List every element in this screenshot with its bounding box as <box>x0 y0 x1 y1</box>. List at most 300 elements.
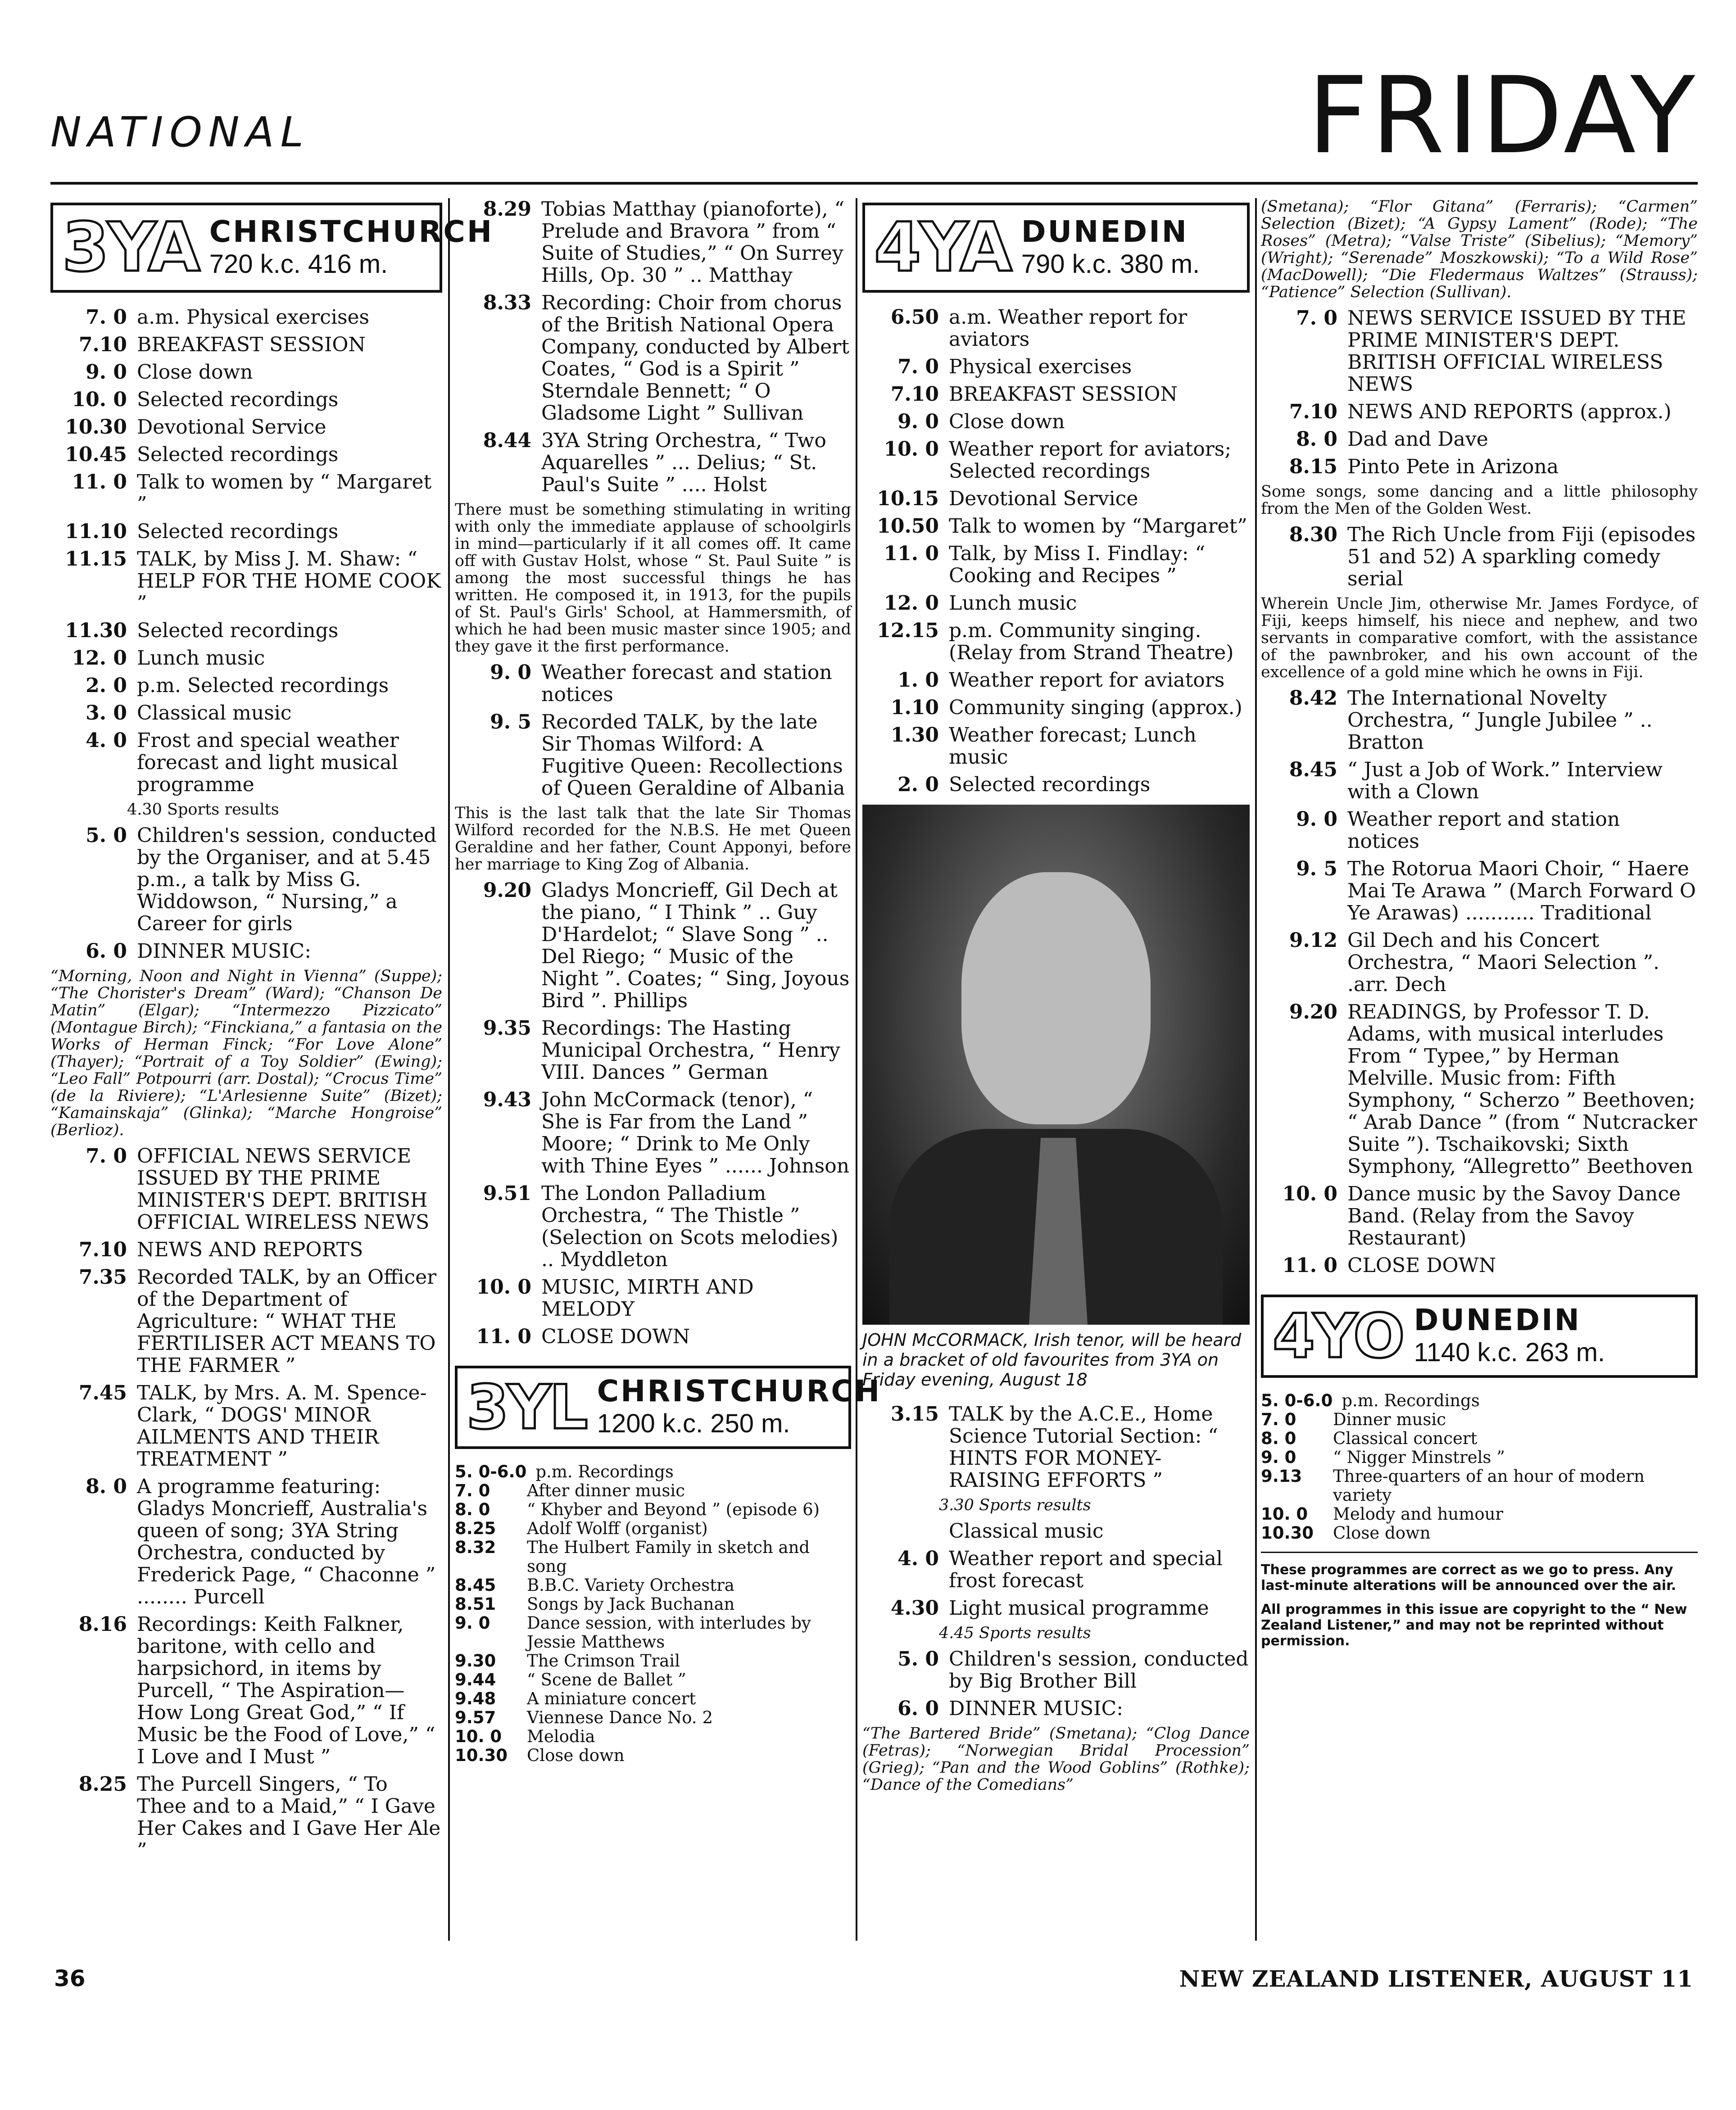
programme-time: 9.13 <box>1261 1467 1302 1486</box>
programme-item <box>50 824 442 935</box>
programme-time: 8. 0 <box>1261 1429 1296 1448</box>
programme-item <box>455 1089 851 1177</box>
column-3ya-cont <box>455 198 882 1765</box>
programme-title: CLOSE DOWN <box>1347 1254 1496 1277</box>
programme-list <box>862 1548 1250 1619</box>
programme-time: 8. 0 <box>86 1475 127 1498</box>
station-logo: 3YA <box>62 208 199 287</box>
programme-title: Selected recordings <box>949 773 1151 796</box>
programme-item <box>455 1708 851 1727</box>
programme-time: 10.15 <box>877 487 939 510</box>
programme-title: After dinner music <box>527 1481 685 1500</box>
programme-time: 8. 0 <box>1296 428 1337 451</box>
programme-title: Gladys Moncrieff, Gil Dech at the piano, “ I Think ” .. Guy D'Hardelot; “ Slave Song ” .. Del Riego; “ Music of the Night ”. Coates; “ Sing, Joyous Bird ”. Phillips <box>541 879 850 1012</box>
programme-item <box>50 521 442 543</box>
programme-time: 10. 0 <box>884 438 939 461</box>
day-heading: FRIDAY <box>1307 54 1698 177</box>
programme-title: TALK, by Miss J. M. Shaw: “ HELP FOR THE HOME COOK ” <box>137 548 441 615</box>
programme-item <box>50 620 442 642</box>
programme-title: Close down <box>137 361 253 384</box>
programme-item <box>862 592 1250 614</box>
programme-item <box>862 1548 1250 1592</box>
programme-title: Talk to women by “Margaret” <box>949 515 1247 538</box>
programme-list <box>455 879 851 1348</box>
programme-item <box>862 488 1250 510</box>
programme-title: Lunch music <box>137 647 265 670</box>
programme-list-3yl <box>455 1463 851 1765</box>
programme-title: BREAKFAST SESSION <box>949 383 1178 406</box>
programme-item <box>1261 759 1698 803</box>
column-4ya <box>862 198 1250 1800</box>
programme-title: Close down <box>1333 1523 1431 1543</box>
programme-title: Physical exercises <box>949 355 1132 378</box>
programme-time: 10.30 <box>1261 1523 1314 1543</box>
programme-time: 11. 0 <box>72 471 127 494</box>
programme-title: Children's session, conducted by Big Brother Bill <box>949 1648 1249 1693</box>
programme-time: 7.10 <box>890 383 939 406</box>
programme-time: 9.20 <box>1289 1001 1337 1023</box>
programme-time: 2. 0 <box>86 674 127 697</box>
programme-item <box>455 1595 851 1614</box>
programme-item <box>455 1326 851 1348</box>
programme-time: 9. 5 <box>490 711 531 734</box>
programme-title: p.m. Selected recordings <box>137 674 389 697</box>
programme-title: 3YA String Orchestra, “ Two Aquarelles ” ... Delius; “ St. Paul's Suite ” .... Holst <box>541 429 826 496</box>
programme-time: 1. 0 <box>897 669 939 692</box>
programme-item <box>50 675 442 697</box>
programme-list <box>50 306 442 796</box>
programme-time: 10. 0 <box>1282 1182 1337 1205</box>
programme-title: a.m. Weather report for aviators <box>949 306 1188 351</box>
programme-time: 6. 0 <box>86 940 127 963</box>
programme-title: Weather forecast; Lunch music <box>949 724 1197 769</box>
programme-title: Devotional Service <box>137 416 326 439</box>
programme-time: 9.20 <box>483 879 531 902</box>
photo-caption: JOHN McCORMACK, Irish tenor, will be heard in a bracket of old favourites from 3YA on Friday evening, August 18 <box>862 1330 1242 1390</box>
programme-time: 7. 0 <box>1296 307 1337 330</box>
programme-item <box>1261 1254 1698 1277</box>
programme-title: Songs by Jack Buchanan <box>527 1594 735 1614</box>
programme-item <box>1261 456 1698 478</box>
programme-title: The Purcell Singers, “ To Thee and to a Maid,” “ I Gave Her Cakes and I Gave Her Ale ” <box>137 1773 441 1862</box>
programme-item <box>50 702 442 724</box>
programme-time: 8.33 <box>483 291 531 314</box>
programme-item <box>455 292 851 424</box>
station-box-3ya <box>50 203 494 293</box>
programme-time: 10.45 <box>65 443 127 466</box>
programme-title: Recorded TALK, by an Officer of the Department of Agriculture: “ WHAT THE FERTILISER ACT MEANS TO THE FARMER ” <box>137 1266 437 1377</box>
column-divider <box>856 198 857 1941</box>
programme-title: p.m. Recordings <box>1342 1391 1480 1410</box>
programme-item <box>50 1266 442 1376</box>
programme-title: Classical concert <box>1333 1429 1478 1448</box>
programme-time: 6.50 <box>890 306 939 329</box>
portrait-photo <box>862 805 1250 1325</box>
programme-note: There must be something stimulating in writing with only the immediate applause of schoolgirls in mind—particularly if it all comes off. It came off with Gustav Holst, whose “ St. Paul Suite ” is among the most successful things he has written. He composed it, in 1913, for the pupils of St. Paul's Girls' School, at Hammersmith, of which he had been music master since 1905; and they gave it the first performance. <box>455 501 851 656</box>
programme-item <box>455 1614 851 1652</box>
header-rule <box>50 182 1698 185</box>
programme-time: 3.15 <box>890 1403 939 1426</box>
programme-item <box>50 1382 442 1470</box>
programme-time: 7. 0 <box>86 306 127 329</box>
programme-item <box>862 1597 1250 1619</box>
programme-item <box>455 1276 851 1320</box>
programme-title: NEWS AND REPORTS <box>137 1238 363 1261</box>
programme-item <box>862 543 1250 587</box>
station-logo: 4YO <box>1273 1301 1403 1372</box>
programme-title: OFFICIAL NEWS SERVICE ISSUED BY THE PRIME MINISTER'S DEPT. BRITISH OFFICIAL WIRELESS NEWS <box>137 1145 430 1234</box>
programme-time: 8.32 <box>455 1538 496 1557</box>
programme-title: A programme featuring: Gladys Moncrieff, Australia's queen of song; 3YA String Orchestra, conducted by Frederick Page, “ Chaconne ” ........ Purcell <box>137 1475 436 1608</box>
programme-time: 7.35 <box>78 1266 127 1289</box>
programme-list <box>862 1403 1250 1491</box>
programme-item <box>50 1476 442 1608</box>
programme-note: Wherein Uncle Jim, otherwise Mr. James Fordyce, of Fiji, keeps himself, his niece and nephew, and two servants in comparative comfort, with the assistance of the pawnbroker, and his own account of the excellence of a gold mine which he owns in Fiji. <box>1261 595 1698 681</box>
programme-item <box>1261 929 1698 996</box>
programme-item <box>455 1538 851 1576</box>
station-city: CHRISTCHURCH <box>597 1374 882 1409</box>
programme-title: Dinner music <box>1333 1410 1446 1429</box>
programme-time: 11. 0 <box>1282 1254 1337 1277</box>
programme-title: MUSIC, MIRTH AND MELODY <box>541 1276 754 1321</box>
programme-time: 11.10 <box>65 520 127 543</box>
station-box-4yo <box>1261 1295 1698 1378</box>
programme-time: 10. 0 <box>455 1727 502 1746</box>
programme-item <box>455 1746 851 1765</box>
programme-item <box>862 1403 1250 1491</box>
programme-item <box>455 661 851 706</box>
programme-title: p.m. Community singing. (Relay from Strand Theatre) <box>949 619 1234 664</box>
programme-title: Dance session, with interludes by Jessie Matthews <box>527 1613 811 1652</box>
programme-time: 8.16 <box>78 1613 127 1636</box>
programme-time: 10.30 <box>455 1746 508 1765</box>
programme-item <box>455 1671 851 1689</box>
programme-title: B.B.C. Variety Orchestra <box>527 1576 734 1595</box>
programme-time: 1.30 <box>890 724 939 747</box>
programme-time: 9.12 <box>1289 929 1337 952</box>
programme-list <box>862 1648 1250 1720</box>
programme-time: 5. 0-6.0 <box>1261 1391 1333 1410</box>
programme-time: 9. 0 <box>455 1613 490 1633</box>
programme-item <box>455 1500 851 1519</box>
programme-item <box>862 306 1250 350</box>
programme-item <box>862 383 1250 405</box>
programme-title: NEWS SERVICE ISSUED BY THE PRIME MINISTER'S DEPT. BRITISH OFFICIAL WIRELESS NEWS <box>1347 307 1686 396</box>
programme-item <box>50 361 442 383</box>
programme-time: 4.30 <box>890 1597 939 1620</box>
programme-item <box>50 306 442 328</box>
programme-item <box>862 438 1250 482</box>
programme-time: 12. 0 <box>72 647 127 670</box>
programme-title: Weather forecast and station notices <box>541 661 832 706</box>
programme-title: Close down <box>527 1746 625 1765</box>
station-frequency: 720 k.c. 416 m. <box>209 249 388 279</box>
programme-item <box>862 515 1250 537</box>
programme-item <box>455 1017 851 1083</box>
programme-title: Melodia <box>527 1727 595 1746</box>
programme-list <box>455 198 851 496</box>
programme-item <box>455 1182 851 1271</box>
programme-title: Lunch music <box>949 592 1077 615</box>
programme-time: 4. 0 <box>897 1547 939 1570</box>
programme-title: Weather report and station notices <box>1347 808 1620 853</box>
programme-note: Some songs, some dancing and a little philosophy from the Men of the Golden West. <box>1261 483 1698 518</box>
programme-title: Light musical programme <box>949 1597 1209 1620</box>
programme-title: Tobias Matthay (pianoforte), “ Prelude and Bravora ” from “ Suite of Studies,” “ On Surrey Hills, Op. 30 ” .. Matthay <box>541 198 845 287</box>
sports-note: 4.45 Sports results <box>939 1624 1091 1642</box>
programme-time: 10. 0 <box>476 1276 531 1299</box>
programme-title: Recording: Choir from chorus of the British National Opera Company, conducted by Albert Coates, “ God is a Spirit ” Sterndale Bennett; “ O Gladsome Light ” Sullivan <box>541 291 849 425</box>
programme-time: 9. 5 <box>1296 857 1337 880</box>
programme-list <box>50 1145 442 1861</box>
programme-item <box>50 471 442 515</box>
programme-time: 9.44 <box>455 1670 496 1689</box>
programme-item <box>1261 1001 1698 1177</box>
section-rule <box>1261 1552 1698 1553</box>
programme-item <box>455 711 851 799</box>
programme-item <box>455 1727 851 1746</box>
programme-item <box>455 1519 851 1538</box>
programme-item <box>1261 1448 1698 1467</box>
programme-title: Selected recordings <box>137 443 339 466</box>
programme-item <box>50 1613 442 1768</box>
programme-time: 8.51 <box>455 1594 496 1614</box>
programme-list-4yo <box>1261 1391 1698 1543</box>
station-frequency: 1140 k.c. 263 m. <box>1414 1338 1605 1367</box>
programme-time: 5. 0 <box>86 824 127 847</box>
programme-time: 7. 0 <box>897 355 939 378</box>
programme-item <box>862 724 1250 768</box>
programme-item <box>1261 524 1698 590</box>
magazine-footer: NEW ZEALAND LISTENER, AUGUST 11 <box>1179 1965 1693 1992</box>
programme-title: The Rich Uncle from Fiji (episodes 51 and 52) A sparkling comedy serial <box>1347 523 1696 590</box>
programme-item <box>862 697 1250 719</box>
programme-list <box>1261 687 1698 1277</box>
programme-title: DINNER MUSIC: <box>949 1697 1124 1720</box>
programme-time: 9. 0 <box>86 361 127 384</box>
programme-time: 9. 0 <box>1296 808 1337 831</box>
programme-item <box>862 669 1250 691</box>
programme-title: Selected recordings <box>137 619 339 642</box>
programme-time: 8. 0 <box>455 1500 490 1519</box>
programme-item <box>455 1652 851 1671</box>
programme-item <box>50 334 442 356</box>
column-4ya-cont <box>1261 198 1698 1657</box>
programme-item <box>455 879 851 1012</box>
programme-time: 8.45 <box>455 1576 496 1595</box>
programme-item <box>455 198 851 286</box>
programme-time: 10.50 <box>877 515 939 538</box>
programme-title: “ Nigger Minstrels ” <box>1333 1448 1505 1467</box>
programme-title: Recordings: The Hasting Municipal Orchestra, “ Henry VIII. Dances ” German <box>541 1017 840 1084</box>
programme-item <box>862 620 1250 664</box>
page-number: 36 <box>54 1965 86 1992</box>
programme-time: 11.15 <box>65 548 127 571</box>
programme-item <box>1261 1524 1698 1543</box>
programme-item <box>1261 687 1698 753</box>
programme-list <box>455 661 851 799</box>
copyright-note: All programmes in this issue are copyright to the “ New Zealand Listener,” and may not be reprinted without permission. <box>1261 1602 1687 1649</box>
programme-time: 7.10 <box>78 1238 127 1261</box>
programme-item <box>455 1463 851 1481</box>
programme-time: 11. 0 <box>476 1325 531 1348</box>
programme-item <box>50 444 442 466</box>
programme-title: Dad and Dave <box>1347 428 1488 451</box>
programme-item: Classical music <box>949 1520 1104 1543</box>
station-frequency: 790 k.c. 380 m. <box>1021 249 1200 279</box>
programme-title: Weather report for aviators; Selected recordings <box>949 438 1232 483</box>
programme-item <box>1261 307 1698 395</box>
programme-title: The London Palladium Orchestra, “ The Thistle ” (Selection on Scots melodies) .. Myddleton <box>541 1182 839 1271</box>
programme-time: 8.30 <box>1289 523 1337 546</box>
programme-item <box>1261 808 1698 852</box>
programme-time: 8.25 <box>78 1773 127 1796</box>
programme-time: 9. 0 <box>1261 1448 1296 1467</box>
programme-title: “ Khyber and Beyond ” (episode 6) <box>527 1500 820 1519</box>
station-box-4ya <box>862 203 1250 293</box>
programme-time: 8.42 <box>1289 687 1337 710</box>
programme-item <box>50 416 442 438</box>
programme-item <box>1261 1391 1698 1410</box>
programme-list <box>50 824 442 962</box>
station-city: DUNEDIN <box>1021 214 1189 249</box>
programme-item <box>455 1689 851 1708</box>
dinner-music-list: “Morning, Noon and Night in Vienna” (Suppe); “The Chorister's Dream” (Ward); “Chanson De Matin” (Elgar); “Intermezzo Pizzicato” (Montague Birch); “Finckiana,” a fantasia on the Works of Herman Finck; “For Love Alone” (Thayer); “Portrait of a Toy Soldier” (Ewing); “Leo Fall” Potpourri (arr. Dostal); “Crocus Time” (de la Riviere); “L'Arlesienne Suite” (Bizet); “Kamainskaja” (Glinka); “Marche Hongroise” (Berlioz). <box>50 967 442 1139</box>
programme-time: 9.48 <box>455 1689 496 1708</box>
programme-time: 10. 0 <box>1261 1504 1308 1524</box>
programme-title: Gil Dech and his Concert Orchestra, “ Maori Selection ”. .arr. Dech <box>1347 929 1659 996</box>
programme-time: 10.30 <box>65 416 127 439</box>
programme-title: DINNER MUSIC: <box>137 940 312 963</box>
programme-title: CLOSE DOWN <box>541 1325 690 1348</box>
programme-title: The Crimson Trail <box>527 1651 680 1671</box>
programme-title: A miniature concert <box>527 1689 696 1708</box>
programme-item <box>50 1145 442 1233</box>
programme-time: 9. 0 <box>490 661 531 684</box>
programme-item <box>1261 1183 1698 1249</box>
programme-time: 7. 0 <box>455 1481 490 1500</box>
programme-title: Melody and humour <box>1333 1504 1504 1524</box>
programme-note: This is the last talk that the late Sir Thomas Wilford recorded for the N.B.S. He met Queen Geraldine and her father, Count Apponyi, before her marriage to King Zog of Albania. <box>455 804 851 874</box>
programme-time: 7. 0 <box>86 1145 127 1168</box>
programme-item <box>50 548 442 614</box>
programme-title: NEWS AND REPORTS (approx.) <box>1347 400 1672 423</box>
programme-time: 8.45 <box>1289 758 1337 781</box>
programme-title: Three-quarters of an hour of modern variety <box>1333 1467 1645 1505</box>
station-city: DUNEDIN <box>1414 1303 1581 1338</box>
station-frequency: 1200 k.c. 250 m. <box>597 1409 790 1438</box>
programme-time: 9. 0 <box>897 410 939 433</box>
programme-item <box>455 1481 851 1500</box>
programme-time: 9.35 <box>483 1017 531 1040</box>
programme-item <box>1261 428 1698 450</box>
programme-time: 7. 0 <box>1261 1410 1296 1429</box>
programme-time: 11. 0 <box>884 542 939 565</box>
station-logo: 4YA <box>874 208 1011 287</box>
programme-time: 9.43 <box>483 1088 531 1111</box>
programme-item <box>1261 1429 1698 1448</box>
programme-item <box>1261 1467 1698 1505</box>
programme-title: Adolf Wolff (organist) <box>527 1519 708 1538</box>
programme-item <box>50 940 442 962</box>
programme-title: Pinto Pete in Arizona <box>1347 455 1559 478</box>
programme-title: Talk, by Miss I. Findlay: “ Cooking and Recipes ” <box>949 542 1206 587</box>
programme-title: The International Novelty Orchestra, “ Jungle Jubilee ” .. Bratton <box>1347 687 1653 754</box>
programme-title: Classical music <box>137 702 292 724</box>
programme-title: Frost and special weather forecast and light musical programme <box>137 729 399 796</box>
programme-item <box>862 356 1250 378</box>
programme-list <box>862 306 1250 796</box>
programme-time: 5. 0 <box>897 1648 939 1671</box>
programme-time: 6. 0 <box>897 1697 939 1720</box>
programme-title: Dance music by the Savoy Dance Band. (Relay from the Savoy Restaurant) <box>1347 1182 1681 1250</box>
programme-item <box>50 647 442 669</box>
programme-time: 5. 0-6.0 <box>455 1462 527 1481</box>
column-divider <box>1255 198 1257 1941</box>
network-heading: NATIONAL <box>50 108 310 156</box>
programme-item <box>50 1239 442 1261</box>
programme-title: Recordings: Keith Falkner, baritone, with cello and harpsichord, in items by Purcell, “ The Aspiration—How Long Great God,” “ If Music be the Food of Love,” “ I Love and I Must ” <box>137 1613 435 1768</box>
programme-time: 1.10 <box>890 696 939 719</box>
programme-item <box>1261 858 1698 924</box>
programme-time: 11.30 <box>65 619 127 642</box>
programme-time: 9.57 <box>455 1708 496 1727</box>
programme-time: 7.10 <box>1289 400 1337 423</box>
programme-item <box>50 389 442 411</box>
programme-title: TALK by the A.C.E., Home Science Tutorial Section: “ HINTS FOR MONEY-RAISING EFFORTS ” <box>949 1403 1218 1492</box>
programme-item <box>455 1576 851 1595</box>
programme-item <box>862 1698 1250 1720</box>
programme-item <box>862 1648 1250 1692</box>
station-city: CHRISTCHURCH <box>209 214 494 249</box>
programme-title: Close down <box>949 410 1065 433</box>
programme-title: READINGS, by Professor T. D. Adams, with musical interludes From “ Typee,” by Herman Melville. Music from: Fifth Symphony, “ Scherzo ” Beethoven; “ Arab Dance ” (from “ Nutcracker Suite ”). Tschaikovski; Sixth Symphony, “Allegretto” Beethoven <box>1347 1001 1697 1178</box>
programme-title: Talk to women by “ Margaret ” <box>137 471 432 516</box>
programme-title: p.m. Recordings <box>535 1462 674 1481</box>
programme-time: 9.30 <box>455 1651 496 1671</box>
programme-title: Recorded TALK, by the late Sir Thomas Wilford: A Fugitive Queen: Recollections of Queen Geraldine of Albania <box>541 711 845 800</box>
programme-title: The Rotorua Maori Choir, “ Haere Mai Te Arawa ” (March Forward O Ye Arawas) ........... Traditional <box>1347 857 1696 924</box>
programme-title: Devotional Service <box>949 487 1138 510</box>
programme-title: Weather report and special frost forecast <box>949 1547 1223 1592</box>
programme-item <box>862 411 1250 433</box>
programme-time: 12. 0 <box>884 592 939 615</box>
programme-item <box>862 774 1250 796</box>
programme-time: 2. 0 <box>897 773 939 796</box>
column-divider <box>448 198 450 1941</box>
programme-title: Children's session, conducted by the Organiser, and at 5.45 p.m., a talk by Miss G. Widdowson, “ Nursing,” a Career for girls <box>137 824 437 935</box>
programme-time: 8.25 <box>455 1519 496 1538</box>
programme-time: 9.51 <box>483 1182 531 1205</box>
dinner-music-list: (Smetana); “Flor Gitana” (Ferraris); “Carmen” Selection (Bizet); “A Gypsy Lament” (Rode); “The Roses” (Metra); “Valse Triste” (Sibelius); “Memory” (Wright); “Serenade” Moszkowski); “To a Wild Rose” (MacDowell); “Die Fledermaus Waltzes” (Strauss); “Patience” Selection (Sullivan). <box>1261 198 1698 301</box>
programme-title: Selected recordings <box>137 520 339 543</box>
programme-list <box>1261 307 1698 478</box>
programme-time: 8.44 <box>483 429 531 452</box>
station-logo: 3YL <box>467 1372 586 1443</box>
disclaimer-note: These programmes are correct as we go to press. Any last-minute alterations will be announced over the air. <box>1261 1562 1677 1594</box>
programme-item <box>455 430 851 496</box>
programme-title: Selected recordings <box>137 388 339 411</box>
programme-title: TALK, by Mrs. A. M. Spence-Clark, “ DOGS' MINOR AILMENTS AND THEIR TREATMENT ” <box>137 1381 427 1471</box>
programme-time: 12.15 <box>877 619 939 642</box>
programme-list <box>1261 524 1698 590</box>
programme-item <box>1261 1505 1698 1524</box>
programme-title: Community singing (approx.) <box>949 696 1242 719</box>
programme-title: John McCormack (tenor), “ She is Far from the Land ” Moore; “ Drink to Me Only with Thine Eyes ” ...... Johnson <box>541 1088 850 1177</box>
programme-time: 7.10 <box>78 333 127 356</box>
programme-item <box>1261 401 1698 423</box>
programme-item <box>50 729 442 796</box>
